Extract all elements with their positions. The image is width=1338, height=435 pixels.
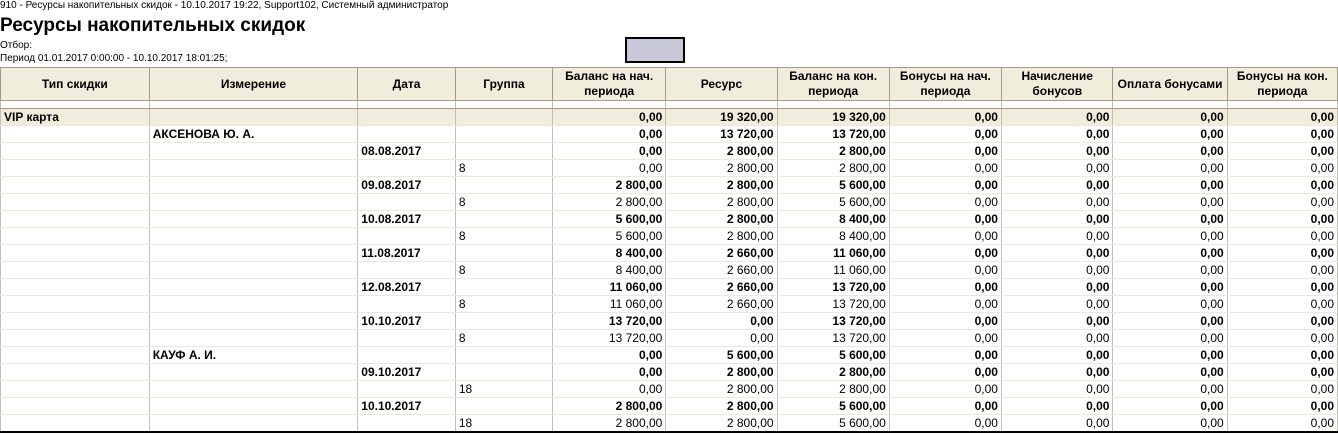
cell-group [455,347,552,364]
cell-bonus-end: 0,00 [1227,143,1337,160]
cell-balance-start: 13 720,00 [553,330,666,347]
cell-bonus-end: 0,00 [1227,381,1337,398]
cell-bonus-payment: 0,00 [1113,211,1227,228]
cell-date [358,194,456,211]
cell-resource: 2 800,00 [666,228,777,245]
header-separator-row [1,101,1338,109]
cell-resource: 2 800,00 [666,194,777,211]
cell-group [455,313,552,330]
cell-balance-start: 5 600,00 [553,228,666,245]
cell-bonus-accrual: 0,00 [1001,177,1112,194]
cell-balance-end: 8 400,00 [777,211,889,228]
cell-group: 18 [455,381,552,398]
col-header-date[interactable]: Дата [358,68,456,101]
cell-balance-start: 11 060,00 [553,279,666,296]
cell-dimension [149,296,358,313]
table-row[interactable] [1,160,1338,177]
cell-resource: 2 660,00 [666,279,777,296]
cell-dimension [149,313,358,330]
cell-bonus-payment: 0,00 [1113,143,1227,160]
cell-dimension [149,381,358,398]
cell-balance-end: 5 600,00 [777,415,889,432]
cell-bonus-start: 0,00 [889,279,1001,296]
table-body [1,101,1338,432]
cell-bonus-payment: 0,00 [1113,194,1227,211]
cell-resource: 0,00 [666,313,777,330]
cell-balance-start: 2 800,00 [553,194,666,211]
cell-balance-end: 5 600,00 [777,347,889,364]
cell-group [455,126,552,143]
cell-resource: 2 660,00 [666,262,777,279]
cell-bonus-start: 0,00 [889,364,1001,381]
cell-bonus-end: 0,00 [1227,228,1337,245]
cell-bonus-payment: 0,00 [1113,347,1227,364]
cell-bonus-payment: 0,00 [1113,381,1227,398]
cell-bonus-payment: 0,00 [1113,177,1227,194]
cell-bonus-payment: 0,00 [1113,228,1227,245]
cell-balance-end: 2 800,00 [777,381,889,398]
cell-dimension [149,228,358,245]
cell-discount-type [1,296,150,313]
cell-bonus-accrual: 0,00 [1001,109,1112,126]
cell-balance-end: 11 060,00 [777,245,889,262]
cell-date [358,296,456,313]
cell-bonus-start: 0,00 [889,194,1001,211]
cell-bonus-payment: 0,00 [1113,330,1227,347]
cell-balance-start: 0,00 [553,109,666,126]
cell-resource: 2 800,00 [666,211,777,228]
cell-group: 18 [455,415,552,432]
cell-bonus-payment: 0,00 [1113,313,1227,330]
cell-bonus-accrual: 0,00 [1001,364,1112,381]
cell-discount-type [1,398,150,415]
cell-bonus-accrual: 0,00 [1001,211,1112,228]
table-row[interactable] [1,126,1338,143]
cell-bonus-start: 0,00 [889,296,1001,313]
cell-resource: 13 720,00 [666,126,777,143]
cell-bonus-payment: 0,00 [1113,364,1227,381]
cell-dimension [149,364,358,381]
cell-discount-type [1,364,150,381]
table-row[interactable] [1,194,1338,211]
cell-balance-start: 0,00 [553,347,666,364]
cell-resource: 2 800,00 [666,177,777,194]
col-header-balance-start[interactable]: Баланс на нач. периода [553,68,666,101]
cell-bonus-accrual: 0,00 [1001,381,1112,398]
cell-group [455,245,552,262]
cell-bonus-start: 0,00 [889,126,1001,143]
cell-balance-start: 5 600,00 [553,211,666,228]
cell-group: 8 [455,160,552,177]
cell-discount-type [1,211,150,228]
cell-group [455,177,552,194]
cell-balance-end: 13 720,00 [777,279,889,296]
cell-discount-type [1,228,150,245]
cell-discount-type: VIP карта [1,109,150,126]
table-header [1,68,1338,101]
cell-bonus-accrual: 0,00 [1001,415,1112,432]
selection-marker[interactable] [625,37,685,63]
cell-bonus-end: 0,00 [1227,347,1337,364]
cell-dimension [149,279,358,296]
table-row[interactable] [1,109,1338,126]
cell-balance-start: 0,00 [553,160,666,177]
cell-discount-type [1,330,150,347]
cell-balance-start: 13 720,00 [553,313,666,330]
cell-bonus-start: 0,00 [889,262,1001,279]
cell-date [358,109,456,126]
cell-balance-start: 11 060,00 [553,296,666,313]
col-header-bonus-payment[interactable]: Оплата бонусами [1113,68,1227,101]
table-row[interactable] [1,347,1338,364]
cell-bonus-accrual: 0,00 [1001,398,1112,415]
table-row[interactable] [1,228,1338,245]
report-table [0,67,1338,432]
cell-balance-start: 2 800,00 [553,398,666,415]
cell-discount-type [1,279,150,296]
cell-balance-start: 0,00 [553,381,666,398]
cell-bonus-start: 0,00 [889,143,1001,160]
cell-date: 10.10.2017 [358,313,456,330]
cell-balance-end: 13 720,00 [777,313,889,330]
cell-balance-end: 2 800,00 [777,364,889,381]
table-row[interactable] [1,262,1338,279]
cell-discount-type [1,415,150,432]
cell-bonus-end: 0,00 [1227,245,1337,262]
cell-date [358,228,456,245]
table-row[interactable] [1,245,1338,262]
cell-bonus-payment: 0,00 [1113,415,1227,432]
cell-bonus-payment: 0,00 [1113,109,1227,126]
table-row[interactable] [1,279,1338,296]
cell-bonus-end: 0,00 [1227,194,1337,211]
cell-bonus-end: 0,00 [1227,177,1337,194]
cell-bonus-accrual: 0,00 [1001,194,1112,211]
cell-resource: 2 660,00 [666,296,777,313]
cell-group: 8 [455,228,552,245]
cell-balance-end: 8 400,00 [777,228,889,245]
cell-date [358,347,456,364]
col-header-resource[interactable]: Ресурс [666,68,777,101]
cell-balance-start: 8 400,00 [553,245,666,262]
cell-bonus-payment: 0,00 [1113,262,1227,279]
cell-resource: 2 660,00 [666,245,777,262]
cell-group [455,279,552,296]
table-row[interactable] [1,398,1338,415]
col-header-bonus-end[interactable]: Бонусы на кон. периода [1227,68,1337,101]
cell-resource: 19 320,00 [666,109,777,126]
cell-bonus-accrual: 0,00 [1001,262,1112,279]
cell-bonus-accrual: 0,00 [1001,143,1112,160]
cell-date [358,330,456,347]
cell-date: 09.08.2017 [358,177,456,194]
cell-discount-type [1,194,150,211]
cell-date: 12.08.2017 [358,279,456,296]
cell-dimension [149,262,358,279]
cell-date [358,415,456,432]
bottom-divider [0,431,1338,433]
col-header-group[interactable]: Группа [455,68,552,101]
cell-balance-start: 8 400,00 [553,262,666,279]
cell-balance-end: 19 320,00 [777,109,889,126]
cell-date: 10.10.2017 [358,398,456,415]
cell-bonus-payment: 0,00 [1113,126,1227,143]
cell-bonus-start: 0,00 [889,330,1001,347]
col-header-bonus-accrual[interactable]: Начисление бонусов [1001,68,1112,101]
cell-bonus-start: 0,00 [889,245,1001,262]
cell-balance-end: 2 800,00 [777,160,889,177]
table-row[interactable] [1,381,1338,398]
report-title: Ресурсы накопительных скидок [0,15,306,36]
cell-group [455,364,552,381]
cell-bonus-end: 0,00 [1227,364,1337,381]
cell-group: 8 [455,330,552,347]
cell-balance-start: 2 800,00 [553,177,666,194]
cell-discount-type [1,143,150,160]
table-row[interactable] [1,143,1338,160]
cell-bonus-accrual: 0,00 [1001,313,1112,330]
col-header-discount-type[interactable]: Тип скидки [1,68,150,101]
cell-resource: 2 800,00 [666,398,777,415]
cell-discount-type [1,160,150,177]
cell-bonus-start: 0,00 [889,109,1001,126]
cell-bonus-end: 0,00 [1227,398,1337,415]
cell-dimension [149,109,358,126]
cell-group [455,398,552,415]
cell-date [358,126,456,143]
cell-bonus-accrual: 0,00 [1001,228,1112,245]
table-row[interactable] [1,177,1338,194]
cell-balance-start: 0,00 [553,126,666,143]
cell-date: 08.08.2017 [358,143,456,160]
cell-balance-end: 13 720,00 [777,330,889,347]
cell-bonus-end: 0,00 [1227,262,1337,279]
cell-bonus-start: 0,00 [889,177,1001,194]
cell-resource: 2 800,00 [666,143,777,160]
cell-bonus-end: 0,00 [1227,296,1337,313]
cell-discount-type [1,126,150,143]
cell-date [358,160,456,177]
table-row[interactable] [1,211,1338,228]
cell-group: 8 [455,194,552,211]
cell-date: 11.08.2017 [358,245,456,262]
cell-bonus-end: 0,00 [1227,126,1337,143]
cell-bonus-end: 0,00 [1227,313,1337,330]
cell-date [358,262,456,279]
cell-balance-end: 5 600,00 [777,194,889,211]
cell-bonus-payment: 0,00 [1113,245,1227,262]
cell-date [358,381,456,398]
cell-resource: 2 800,00 [666,381,777,398]
table-row[interactable] [1,296,1338,313]
cell-dimension [149,177,358,194]
cell-group: 8 [455,296,552,313]
cell-bonus-accrual: 0,00 [1001,245,1112,262]
cell-bonus-start: 0,00 [889,313,1001,330]
cell-balance-end: 11 060,00 [777,262,889,279]
cell-balance-end: 2 800,00 [777,143,889,160]
table-row[interactable] [1,364,1338,381]
cell-resource: 0,00 [666,330,777,347]
cell-bonus-accrual: 0,00 [1001,160,1112,177]
cell-group [455,211,552,228]
cell-bonus-payment: 0,00 [1113,160,1227,177]
cell-dimension [149,415,358,432]
cell-bonus-payment: 0,00 [1113,279,1227,296]
cell-resource: 2 800,00 [666,160,777,177]
col-header-balance-end[interactable]: Баланс на кон. периода [777,68,889,101]
cell-dimension [149,330,358,347]
cell-bonus-accrual: 0,00 [1001,330,1112,347]
cell-dimension [149,245,358,262]
cell-resource: 2 800,00 [666,364,777,381]
table-row[interactable] [1,330,1338,347]
cell-bonus-end: 0,00 [1227,279,1337,296]
cell-dimension: КАУФ А. И. [149,347,358,364]
cell-balance-start: 0,00 [553,364,666,381]
cell-discount-type [1,177,150,194]
cell-bonus-end: 0,00 [1227,160,1337,177]
cell-bonus-accrual: 0,00 [1001,347,1112,364]
cell-bonus-start: 0,00 [889,398,1001,415]
cell-bonus-accrual: 0,00 [1001,279,1112,296]
cell-dimension: АКСЕНОВА Ю. А. [149,126,358,143]
cell-balance-start: 0,00 [553,143,666,160]
window-title: 910 - Ресурсы накопительных скидок - 10.10.2017 19:22, Support102, Системный администратор [0,0,449,11]
cell-bonus-end: 0,00 [1227,330,1337,347]
cell-bonus-end: 0,00 [1227,415,1337,432]
cell-discount-type [1,262,150,279]
cell-discount-type [1,381,150,398]
cell-group [455,143,552,160]
cell-bonus-payment: 0,00 [1113,398,1227,415]
cell-bonus-start: 0,00 [889,228,1001,245]
cell-resource: 2 800,00 [666,415,777,432]
report-period: Период 01.01.2017 0:00:00 - 10.10.2017 18:01:25; [0,53,228,64]
cell-bonus-accrual: 0,00 [1001,126,1112,143]
cell-discount-type [1,347,150,364]
cell-bonus-accrual: 0,00 [1001,296,1112,313]
col-header-dimension[interactable]: Измерение [149,68,358,101]
cell-bonus-start: 0,00 [889,415,1001,432]
cell-resource: 5 600,00 [666,347,777,364]
cell-discount-type [1,313,150,330]
cell-balance-start: 2 800,00 [553,415,666,432]
cell-balance-end: 5 600,00 [777,177,889,194]
cell-group [455,109,552,126]
cell-dimension [149,398,358,415]
table-row[interactable] [1,415,1338,432]
filter-label: Отбор: [0,40,32,51]
cell-dimension [149,160,358,177]
col-header-bonus-start[interactable]: Бонусы на нач. периода [889,68,1001,101]
cell-bonus-payment: 0,00 [1113,296,1227,313]
cell-bonus-start: 0,00 [889,347,1001,364]
cell-bonus-start: 0,00 [889,211,1001,228]
cell-bonus-end: 0,00 [1227,109,1337,126]
cell-date: 09.10.2017 [358,364,456,381]
cell-balance-end: 5 600,00 [777,398,889,415]
cell-bonus-end: 0,00 [1227,211,1337,228]
cell-dimension [149,211,358,228]
cell-balance-end: 13 720,00 [777,296,889,313]
table-row[interactable] [1,313,1338,330]
cell-balance-end: 13 720,00 [777,126,889,143]
cell-dimension [149,143,358,160]
cell-date: 10.08.2017 [358,211,456,228]
cell-group: 8 [455,262,552,279]
cell-discount-type [1,245,150,262]
cell-dimension [149,194,358,211]
cell-bonus-start: 0,00 [889,160,1001,177]
cell-bonus-start: 0,00 [889,381,1001,398]
